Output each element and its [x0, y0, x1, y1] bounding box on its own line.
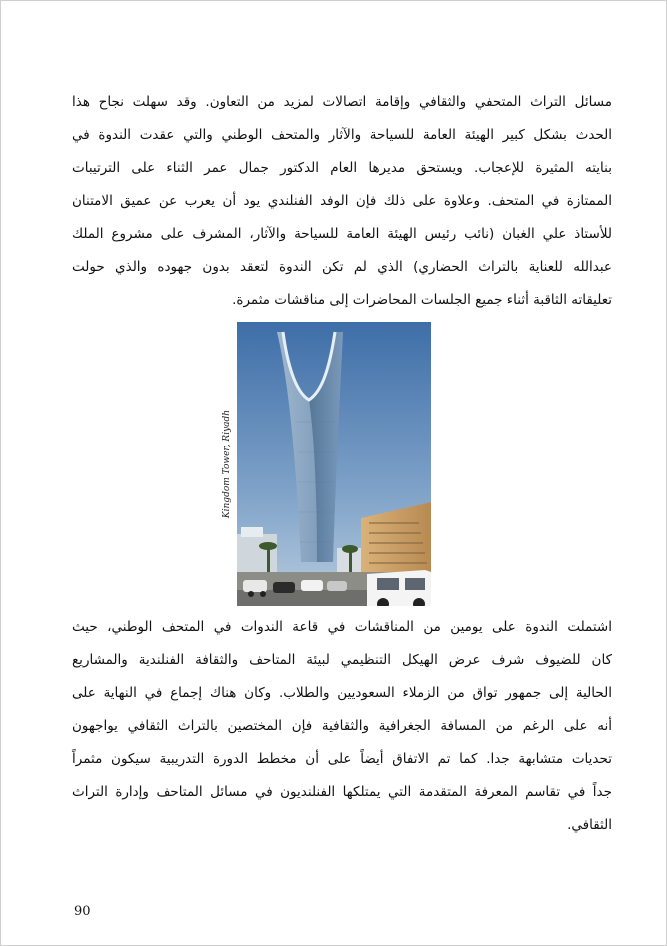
- figure: [217, 320, 431, 608]
- photo-caption: [217, 320, 237, 608]
- text-line: بنايته المثيرة للإعجاب. ويستحق مديرها العام الدكتور جمال عمر الثناء على الترتيبات: [72, 160, 612, 176]
- kingdom-tower-photo: [237, 322, 431, 606]
- text-line: الحدث بشكل كبير الهيئة العامة للسياحة والآثار والمتحف الوطني والتي عقدت الندوة في: [72, 127, 612, 143]
- paragraph-2: [72, 611, 612, 842]
- text-line: جداً في تقاسم المعرفة المتقدمة التي يمتلكها الفنلنديون في مسائل المتاحف وإدارة التراث: [72, 784, 612, 800]
- paragraph-1: [72, 86, 612, 317]
- text-line: عبدالله للعناية بالتراث الحضاري) الذي لم تكن الندوة لتعقد بدون جهوده والذي حولت: [72, 259, 612, 275]
- page-number: 90: [74, 904, 91, 919]
- text-line: للأستاذ علي الغبان (نائب رئيس الهيئة العامة للسياحة والآثار، المشرف على مشروع الملك: [72, 226, 612, 242]
- text-line: مسائل التراث المتحفي والثقافي وإقامة اتصالات لمزيد من التعاون. وقد سهلت نجاح هذا: [72, 94, 612, 110]
- text-line: تحديات متشابهة جدا. كما تم الاتفاق أيضاً على أن مخطط الدورة التدريبية سيكون مثمراً: [72, 751, 612, 767]
- text-line: كان للضيوف شرف عرض الهيكل التنظيمي لبيئة المتاحف والثقافة الفنلندية والمشاريع: [72, 652, 612, 668]
- photo-caption-text: Kingdom Tower, Riyadh: [222, 409, 232, 519]
- text-line: الممتازة في المتحف. وعلاوة على ذلك فإن الوفد الفنلندي يود أن يعرب عن عميق الامتنان: [72, 193, 612, 209]
- text-line: الثقافي.: [567, 817, 612, 833]
- text-line: الحالية إلى جمهور تواق من الزملاء السعوديين والطلاب. وكان هناك إجماع في النهاية على: [72, 685, 612, 701]
- text-line: أنه على الرغم من المسافة الجغرافية والثقافية فإن المختصين بالتراث الثقافي يواجهون: [72, 718, 612, 734]
- text-line: تعليقاته الثاقبة أثناء جميع الجلسات المحاضرات إلى مناقشات مثمرة.: [232, 292, 612, 308]
- text-line: اشتملت الندوة على يومين من المناقشات في قاعة الندوات في المتحف الوطني، حيث: [72, 619, 612, 635]
